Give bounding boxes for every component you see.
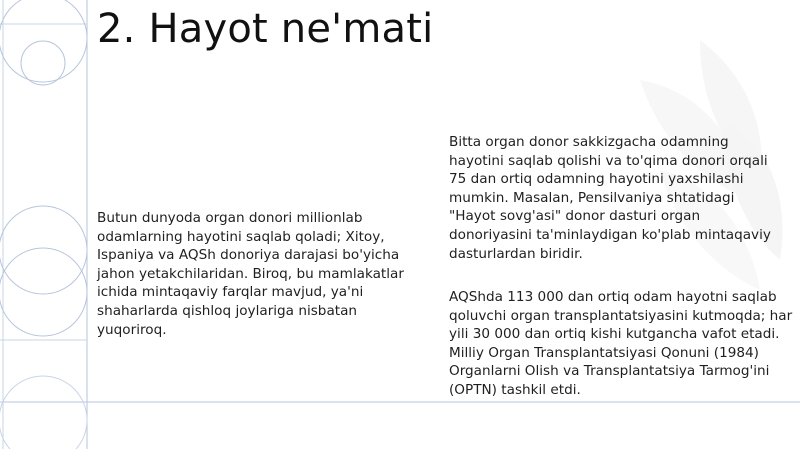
right-paragraph-1: Bitta organ donor sakkizgacha odamning hayotini saqlab qolishi va to'qima donori orqali 75 dan ortiq odamning hayotini yaxshilashi mumkin. Masalan, Pensilvaniya shtatidagi "Hayot sovg'asi" donor dasturi organ donoriyasini ta'minlaydigan ko'plab mintaqaviy dasturlardan biridir. [449,134,771,262]
left-text-block [97,209,417,339]
right-text-block-bottom [449,288,794,400]
small-circle-top [21,41,65,85]
left-paragraph: Butun dunyoda organ donori millionlab odamlarning hayotini saqlab qoladi; Xitoy, Ispaniya va AQSh donoriya darajasi bo'yicha jahon yetakchilaridan. Biroq, bu mamlakatlar ichida mintaqaviy farqlar mavjud, ya'ni shaharlarda qishloq joylariga nisbatan yuqoriroq. [97,210,404,338]
circle-lower-2 [0,248,87,336]
slide-title: 2. Hayot ne'mati [97,6,434,52]
right-text-block-top [449,133,785,263]
circle-lower-3 [0,376,87,449]
right-paragraph-2: AQShda 113 000 dan ortiq odam hayotni saqlab qoluvchi organ transplantatsiyasini kutmoqda; har yili 30 000 dan ortiq kishi kutgancha vafot etadi. Milliy Organ Transplantatsiyasi Qonuni (1984) Organlarni Olish va Transplantatsiya Tarmog'ini (OPTN) tashkil etdi. [449,289,793,398]
circle-lower-1 [0,206,87,294]
